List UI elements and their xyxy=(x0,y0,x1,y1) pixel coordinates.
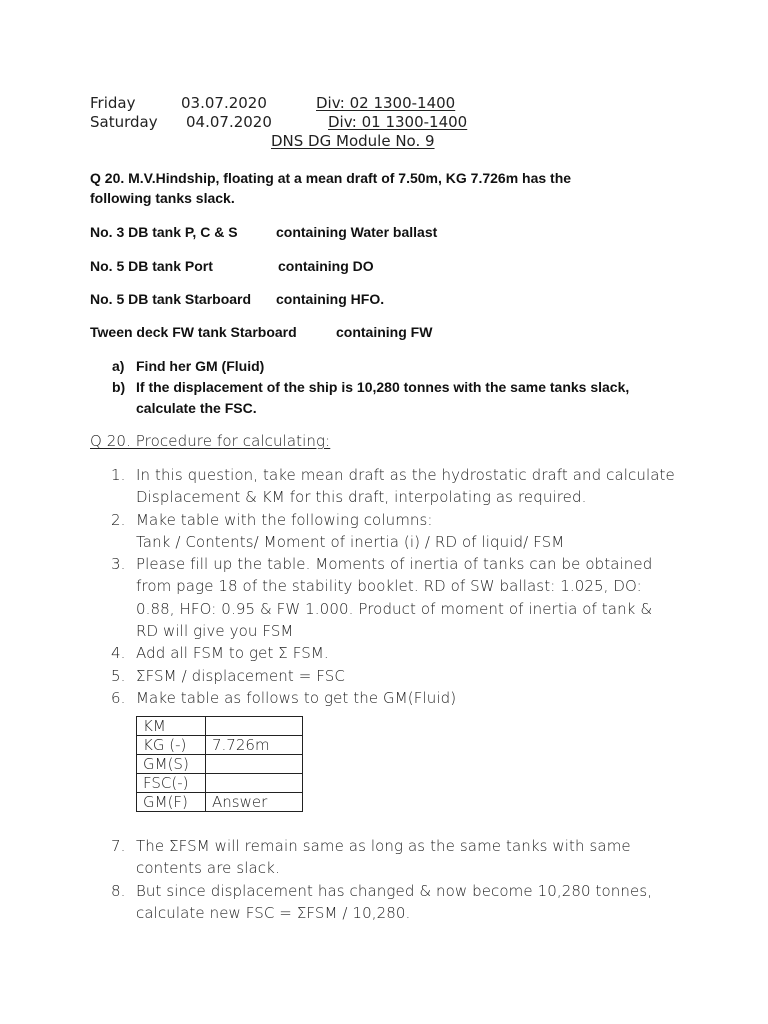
tank-row xyxy=(90,291,384,307)
step-text: Add all FSM to get Σ FSM. xyxy=(136,644,329,663)
header-day-1: Friday xyxy=(90,94,136,112)
step-text: Make table as follows to get the GM(Fluid) xyxy=(136,688,457,707)
procedure-heading: Q 20. Procedure for calculating: xyxy=(90,432,331,450)
procedure-step xyxy=(111,642,691,664)
tank-contents: containing FW xyxy=(336,324,433,340)
procedure-step xyxy=(111,687,691,709)
procedure-step xyxy=(111,464,691,509)
tank-name: Tween deck FW tank Starboard xyxy=(90,324,297,340)
tank-name: No. 5 DB tank Starboard xyxy=(90,291,252,307)
tank-name: No. 3 DB tank P, C & S xyxy=(90,224,238,240)
procedure-step xyxy=(111,880,691,925)
step-text: But since displacement has changed & now become 10,280 tonnes, calculate new FSC = ΣFSM / 10,280. xyxy=(136,881,653,922)
procedure-steps-2 xyxy=(111,835,691,924)
question-part xyxy=(112,377,692,419)
step-marker: 6. xyxy=(111,688,126,707)
part-text: If the displacement of the ship is 10,280 tonnes with the same tanks slack, calculate the FSC. xyxy=(136,379,630,416)
header-day-2: Saturday xyxy=(90,113,158,131)
question-part xyxy=(112,356,692,377)
table-row xyxy=(137,717,303,736)
procedure-step xyxy=(111,553,691,642)
part-marker: b) xyxy=(112,379,126,395)
table-cell: 7.726m xyxy=(206,736,303,755)
header-div-2: Div: 01 1300-1400 xyxy=(328,113,468,131)
question-parts xyxy=(112,356,692,419)
part-text: Find her GM (Fluid) xyxy=(136,358,265,374)
header-div-1: Div: 02 1300-1400 xyxy=(316,94,456,112)
step-text: In this question, take mean draft as the hydrostatic draft and calculate Displacement & KM for this draft, interpolating as required. xyxy=(136,466,675,507)
table-cell: Answer xyxy=(206,793,303,812)
table-cell: GM(S) xyxy=(137,755,206,774)
table-cell xyxy=(206,755,303,774)
tank-row xyxy=(90,324,432,340)
step-marker: 1. xyxy=(111,466,126,484)
table-cell xyxy=(206,774,303,793)
step-text: Make table with the following columns: Tank / Contents/ Moment of inertia (i) / RD of liquid/ FSM xyxy=(136,510,565,551)
question-text-line-2: following tanks slack. xyxy=(90,190,235,206)
tank-row xyxy=(90,224,437,240)
step-text: Please fill up the table. Moments of inertia of tanks can be obtained from page 18 of the stability booklet. RD of SW ballast: 1.025, DO: 0.88, HFO: 0.95 & FW 1.000. Product of moment of inertia of tank & RD will give you FSM xyxy=(136,555,653,641)
step-marker: 3. xyxy=(111,555,126,574)
table-row xyxy=(137,793,303,812)
tank-contents: containing HFO. xyxy=(276,291,385,307)
table-row xyxy=(137,774,303,793)
table-cell: FSC(-) xyxy=(137,774,206,793)
gm-table xyxy=(136,716,303,812)
table-cell: KM xyxy=(137,717,206,736)
question-text-line-1: Q 20. M.V.Hindship, floating at a mean draft of 7.50m, KG 7.726m has the xyxy=(90,170,572,186)
procedure-step xyxy=(111,665,691,687)
step-marker: 2. xyxy=(111,510,126,529)
step-marker: 5. xyxy=(111,666,126,685)
table-row xyxy=(137,736,303,755)
table-cell xyxy=(206,717,303,736)
step-marker: 4. xyxy=(111,644,126,663)
procedure-step xyxy=(111,509,691,554)
tank-name: No. 5 DB tank Port xyxy=(90,258,213,274)
step-marker: 8. xyxy=(111,881,126,900)
tank-contents: containing DO xyxy=(278,258,374,274)
step-text: The ΣFSM will remain same as long as the same tanks with same contents are slack. xyxy=(136,837,631,878)
header-date-1: 03.07.2020 xyxy=(181,94,267,112)
module-title: DNS DG Module No. 9 xyxy=(271,132,435,150)
procedure-step xyxy=(111,835,691,880)
tank-contents: containing Water ballast xyxy=(276,224,438,240)
header-date-2: 04.07.2020 xyxy=(186,113,272,131)
tank-row xyxy=(90,258,374,274)
header-line-1 xyxy=(90,94,455,112)
part-marker: a) xyxy=(112,358,125,374)
table-cell: GM(F) xyxy=(137,793,206,812)
table-row xyxy=(137,755,303,774)
step-text: ΣFSM / displacement = FSC xyxy=(136,666,345,685)
table-cell: KG (-) xyxy=(137,736,206,755)
procedure-steps-1 xyxy=(111,464,691,709)
step-marker: 7. xyxy=(111,837,126,855)
header-line-2 xyxy=(90,113,467,131)
